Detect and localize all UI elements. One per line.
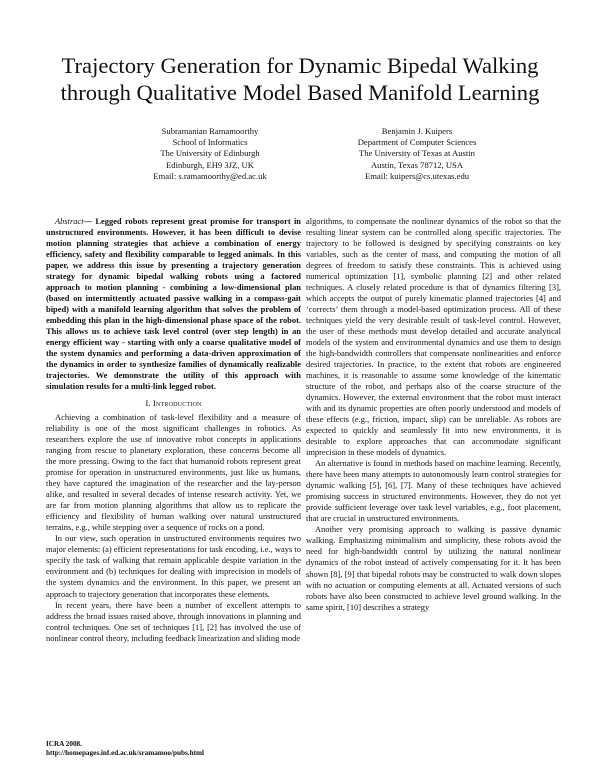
body-paragraph: Achieving a combination of task-level flexibility and a measure of reliability is one of the most significant challenges in robotics. As researchers explore the use of innovative robot concepts in applications ranging from rescue to planetary exploration, these concerns become all the more pressing. Owing to the fact that humanoid robots represent great promise for operation in unstructured environments, just like us humans, they have captured the imagination of the researcher and the lay-person alike, and resulted in several decades of intense research activity. Yet, we are far from motion planning algorithms that allow us to replicate the efficiency and flexibility of human walking over natural unstructured terrains, e.g., while stepping over a sequence of rocks on a pond. — [46, 412, 301, 533]
footer-venue: ICRA 2008. — [46, 740, 82, 748]
left-column — [46, 216, 301, 644]
section-number: I. — [145, 399, 151, 409]
body-paragraph: Another very promising approach to walking is passive dynamic walking. Emphasizing minimalism and simplicity, these robots avoid the need for high-bandwidth control by utilizing the natural nonlinear dynamics of the robot instead of actively compensating for it. It has been shown [8], [9] that bipedal robots may be constructed to walk down slopes with no actuation or computing elements at all. Actuated versions of such robots have also been constructed to achieve level ground walking. In the same spirit, [10] describes a strategy — [306, 524, 561, 612]
section-heading — [46, 398, 301, 409]
author-address: Edinburgh, EH9 3JZ, UK — [166, 159, 254, 170]
author-institution: The University of Edinburgh — [160, 148, 260, 159]
abstract — [46, 216, 301, 392]
abstract-label: Abstract — [55, 216, 84, 226]
footer-url: http://homepages.inf.ed.ac.uk/sramamoo/pubs.html — [46, 749, 204, 757]
paper-title — [30, 52, 570, 106]
author-email: Email: s.ramamoorthy@ed.ac.uk — [153, 170, 267, 181]
author-name: Subramanian Ramamoorthy — [161, 126, 259, 136]
title-line-2: through Qualitative Model Based Manifold Learning — [60, 80, 540, 105]
footer-note — [46, 740, 204, 758]
title-line-1: Trajectory Generation for Dynamic Bipedal Walking — [61, 53, 539, 78]
author-department: School of Informatics — [172, 137, 248, 148]
author-address: Austin, Texas 78712, USA — [370, 159, 464, 170]
author-institution: The University of Texas at Austin — [359, 148, 475, 159]
author-department: Department of Computer Sciences — [357, 137, 477, 148]
right-column — [306, 216, 561, 613]
abstract-text: — Legged robots represent great promise for transport in unstructured environments. However, it has been difficult to devise motion planning strategies that achieve a combination of energy efficiency, safety and flexibility comparable to legged animals. In this paper, we address this issue by presenting a trajectory generation strategy for dynamic bipedal walking robots using a factored approach to motion planning - combining a low-dimensional plan (based on intermittently actuated passive walking in a compass-gait biped) with a manifold learning algorithm that solves the problem of embedding this plan in the high-dimensional phase space of the robot. This allows us to achieve task level control (over step length) in an energy efficient way - starting with only a coarse qualitative model of the system dynamics and performing a data-driven approximation of the dynamics in order to synthesize families of dynamically realizable trajectories. We demonstrate the utility of this approach with simulation results for a multi-link legged robot. — [46, 216, 301, 392]
author-block-1 — [105, 126, 315, 182]
author-block-2 — [312, 126, 522, 182]
author-name: Benjamin J. Kuipers — [381, 126, 453, 136]
body-paragraph: An alternative is found in methods based on machine learning. Recently, there have been many attempts to autonomously learn control strategies for dynamic walking [5], [6], [7]. Many of these techniques have achieved promising success in structured environments. However, they do not yet provide sufficient leverage over task level variables, e.g., foot placement, that are crucial in unstructured environments. — [306, 458, 561, 524]
author-email: Email: kuipers@cs.utexas.edu — [364, 170, 470, 181]
body-paragraph: algorithms, to compensate the nonlinear dynamics of the robot so that the resulting linear system can be controlled along specific trajectories. The trajectory to be followed is designed by specifying constraints on key variables, such as the center of mass, and computing the motion of all degrees of freedom to satisfy these constraints. This is achieved using numerical optimization [1], symbolic planning [2] and other related techniques. A closely related procedure is that of dynamics filtering [3], which accepts the output of purely kinematic planned trajectories [4] and ‘corrects’ them through a model-based optimization process. All of these techniques yield the very desirable result of task-level control. However, the user of these methods must develop detailed and accurate analytical models of the system and environmental dynamics and use them to design the high-bandwidth controllers that compensate nonlinearities and enforce desired trajectories. In practice, to the extent that robots are engineered machines, it is reasonable to assume some knowledge of the kinematic structure of the robot, and perhaps also of the coarse structure of the dynamics. However, the external environment that the robot must interact with and its dynamic properties are often poorly understood and models of these effects (e.g., friction, impact, slip) can be unreliable. As robots are expected to quickly and seamlessly fit into new environments, it is desirable to explore approaches that can accommodate significant imprecision in these models of dynamics. — [306, 216, 561, 458]
body-paragraph: In our view, such operation in unstructured environments requires two major elements: (a) efficient representations for task encoding, i.e., ways to specify the task of walking that remain applicable despite variation in the environment and (b) techniques for dealing with imprecision in models of the system dynamics and the environment. In this paper, we present an approach to trajectory generation that incorporates these elements. — [46, 533, 301, 599]
body-paragraph: In recent years, there have been a number of excellent attempts to address the broad issues raised above, through innovations in planning and control techniques. One set of techniques [1], [2] has involved the use of nonlinear control theory, including feedback linearization and sliding mode — [46, 599, 301, 643]
section-title: Introduction — [153, 399, 202, 409]
